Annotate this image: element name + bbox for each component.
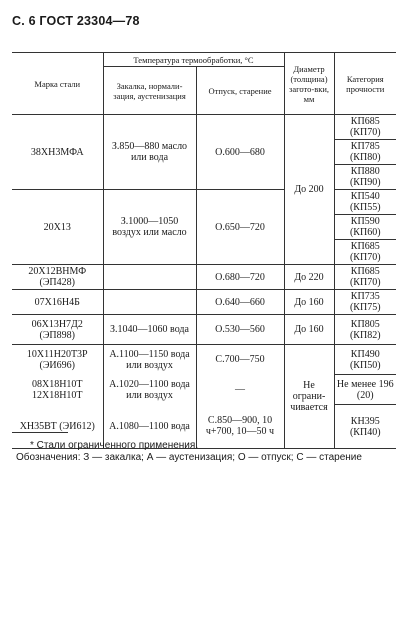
category-cell: Не менее 196 (20): [334, 375, 396, 405]
steel-grade-cell: 38ХН3МФА: [12, 115, 103, 190]
category-cell: КП685 (КП70): [334, 240, 396, 265]
temper-cell: О.640—660: [196, 290, 284, 315]
footnote-legend: Обозначения: З — закалка; А — аустенизация; О — отпуск; С — старение: [16, 452, 362, 463]
category-cell: КП785 (КП80): [334, 140, 396, 165]
temper-cell: О.600—680: [196, 115, 284, 190]
quench-cell: А.1080—1100 вода: [103, 405, 196, 449]
temper-cell: О.650—720: [196, 190, 284, 265]
quench-cell: [103, 265, 196, 290]
quench-cell: [103, 290, 196, 315]
quench-cell: А.1100—1150 вода или воздух: [103, 345, 196, 375]
category-cell: КП805 (КП82): [334, 315, 396, 345]
col-header-heat-treatment: Температура термообработки, °С: [103, 53, 284, 67]
col-header-category: Категория прочности: [334, 53, 396, 115]
diameter-cell: До 160: [284, 315, 334, 345]
category-cell: КП735 (КП75): [334, 290, 396, 315]
steel-grade-cell: 06Х13Н7Д2 (ЭП898): [12, 315, 103, 345]
category-cell: КП685 (КП70): [334, 265, 396, 290]
category-cell: КП490 (КП50): [334, 345, 396, 375]
temper-cell: С.850—900, 10 ч+700, 10—50 ч: [196, 405, 284, 449]
footnotes: [16, 440, 362, 464]
heat-treatment-table: [12, 52, 396, 449]
diameter-cell: Не ограни-чивается: [284, 345, 334, 449]
diameter-cell: До 200: [284, 115, 334, 265]
diameter-cell: До 160: [284, 290, 334, 315]
col-header-steel-grade: Марка стали: [12, 53, 103, 115]
steel-grade-cell: 20Х12ВНМФ (ЭП428): [12, 265, 103, 290]
temper-cell: О.680—720: [196, 265, 284, 290]
quench-cell: З.1000—1050 воздух или масло: [103, 190, 196, 265]
category-cell: КП880 (КП90): [334, 165, 396, 190]
page-title: С. 6 ГОСТ 23304—78: [12, 14, 140, 28]
diameter-cell: До 220: [284, 265, 334, 290]
steel-grade-cell: ХН35ВТ (ЭИ612): [12, 405, 103, 449]
steel-grade-cell: 07Х16Н4Б: [12, 290, 103, 315]
col-header-diameter: Диаметр (толщина) загото-вки, мм: [284, 53, 334, 115]
category-cell: КП540 (КП55): [334, 190, 396, 215]
quench-cell: З.850—880 масло или вода: [103, 115, 196, 190]
category-cell: КП590 (КП60): [334, 215, 396, 240]
col-header-quench: Закалка, нормали-зация, аустенизация: [103, 67, 196, 115]
steel-grade-cell: 20Х13: [12, 190, 103, 265]
footnote-restricted: * Стали ограниченного применения.: [30, 440, 199, 451]
quench-cell: А.1020—1100 вода или воздух: [103, 375, 196, 405]
quench-cell: З.1040—1060 вода: [103, 315, 196, 345]
category-cell: КП685 (КП70): [334, 115, 396, 140]
steel-grade-cell: 08Х18Н10Т 12Х18Н10Т: [12, 375, 103, 405]
footnote-divider: [12, 432, 68, 433]
temper-cell: С.700—750: [196, 345, 284, 375]
category-cell: КН395 (КП40): [334, 405, 396, 449]
col-header-temper: Отпуск, старение: [196, 67, 284, 115]
temper-cell: —: [196, 375, 284, 405]
steel-grade-cell: 10Х11Н20Т3Р (ЭИ696): [12, 345, 103, 375]
temper-cell: О.530—560: [196, 315, 284, 345]
